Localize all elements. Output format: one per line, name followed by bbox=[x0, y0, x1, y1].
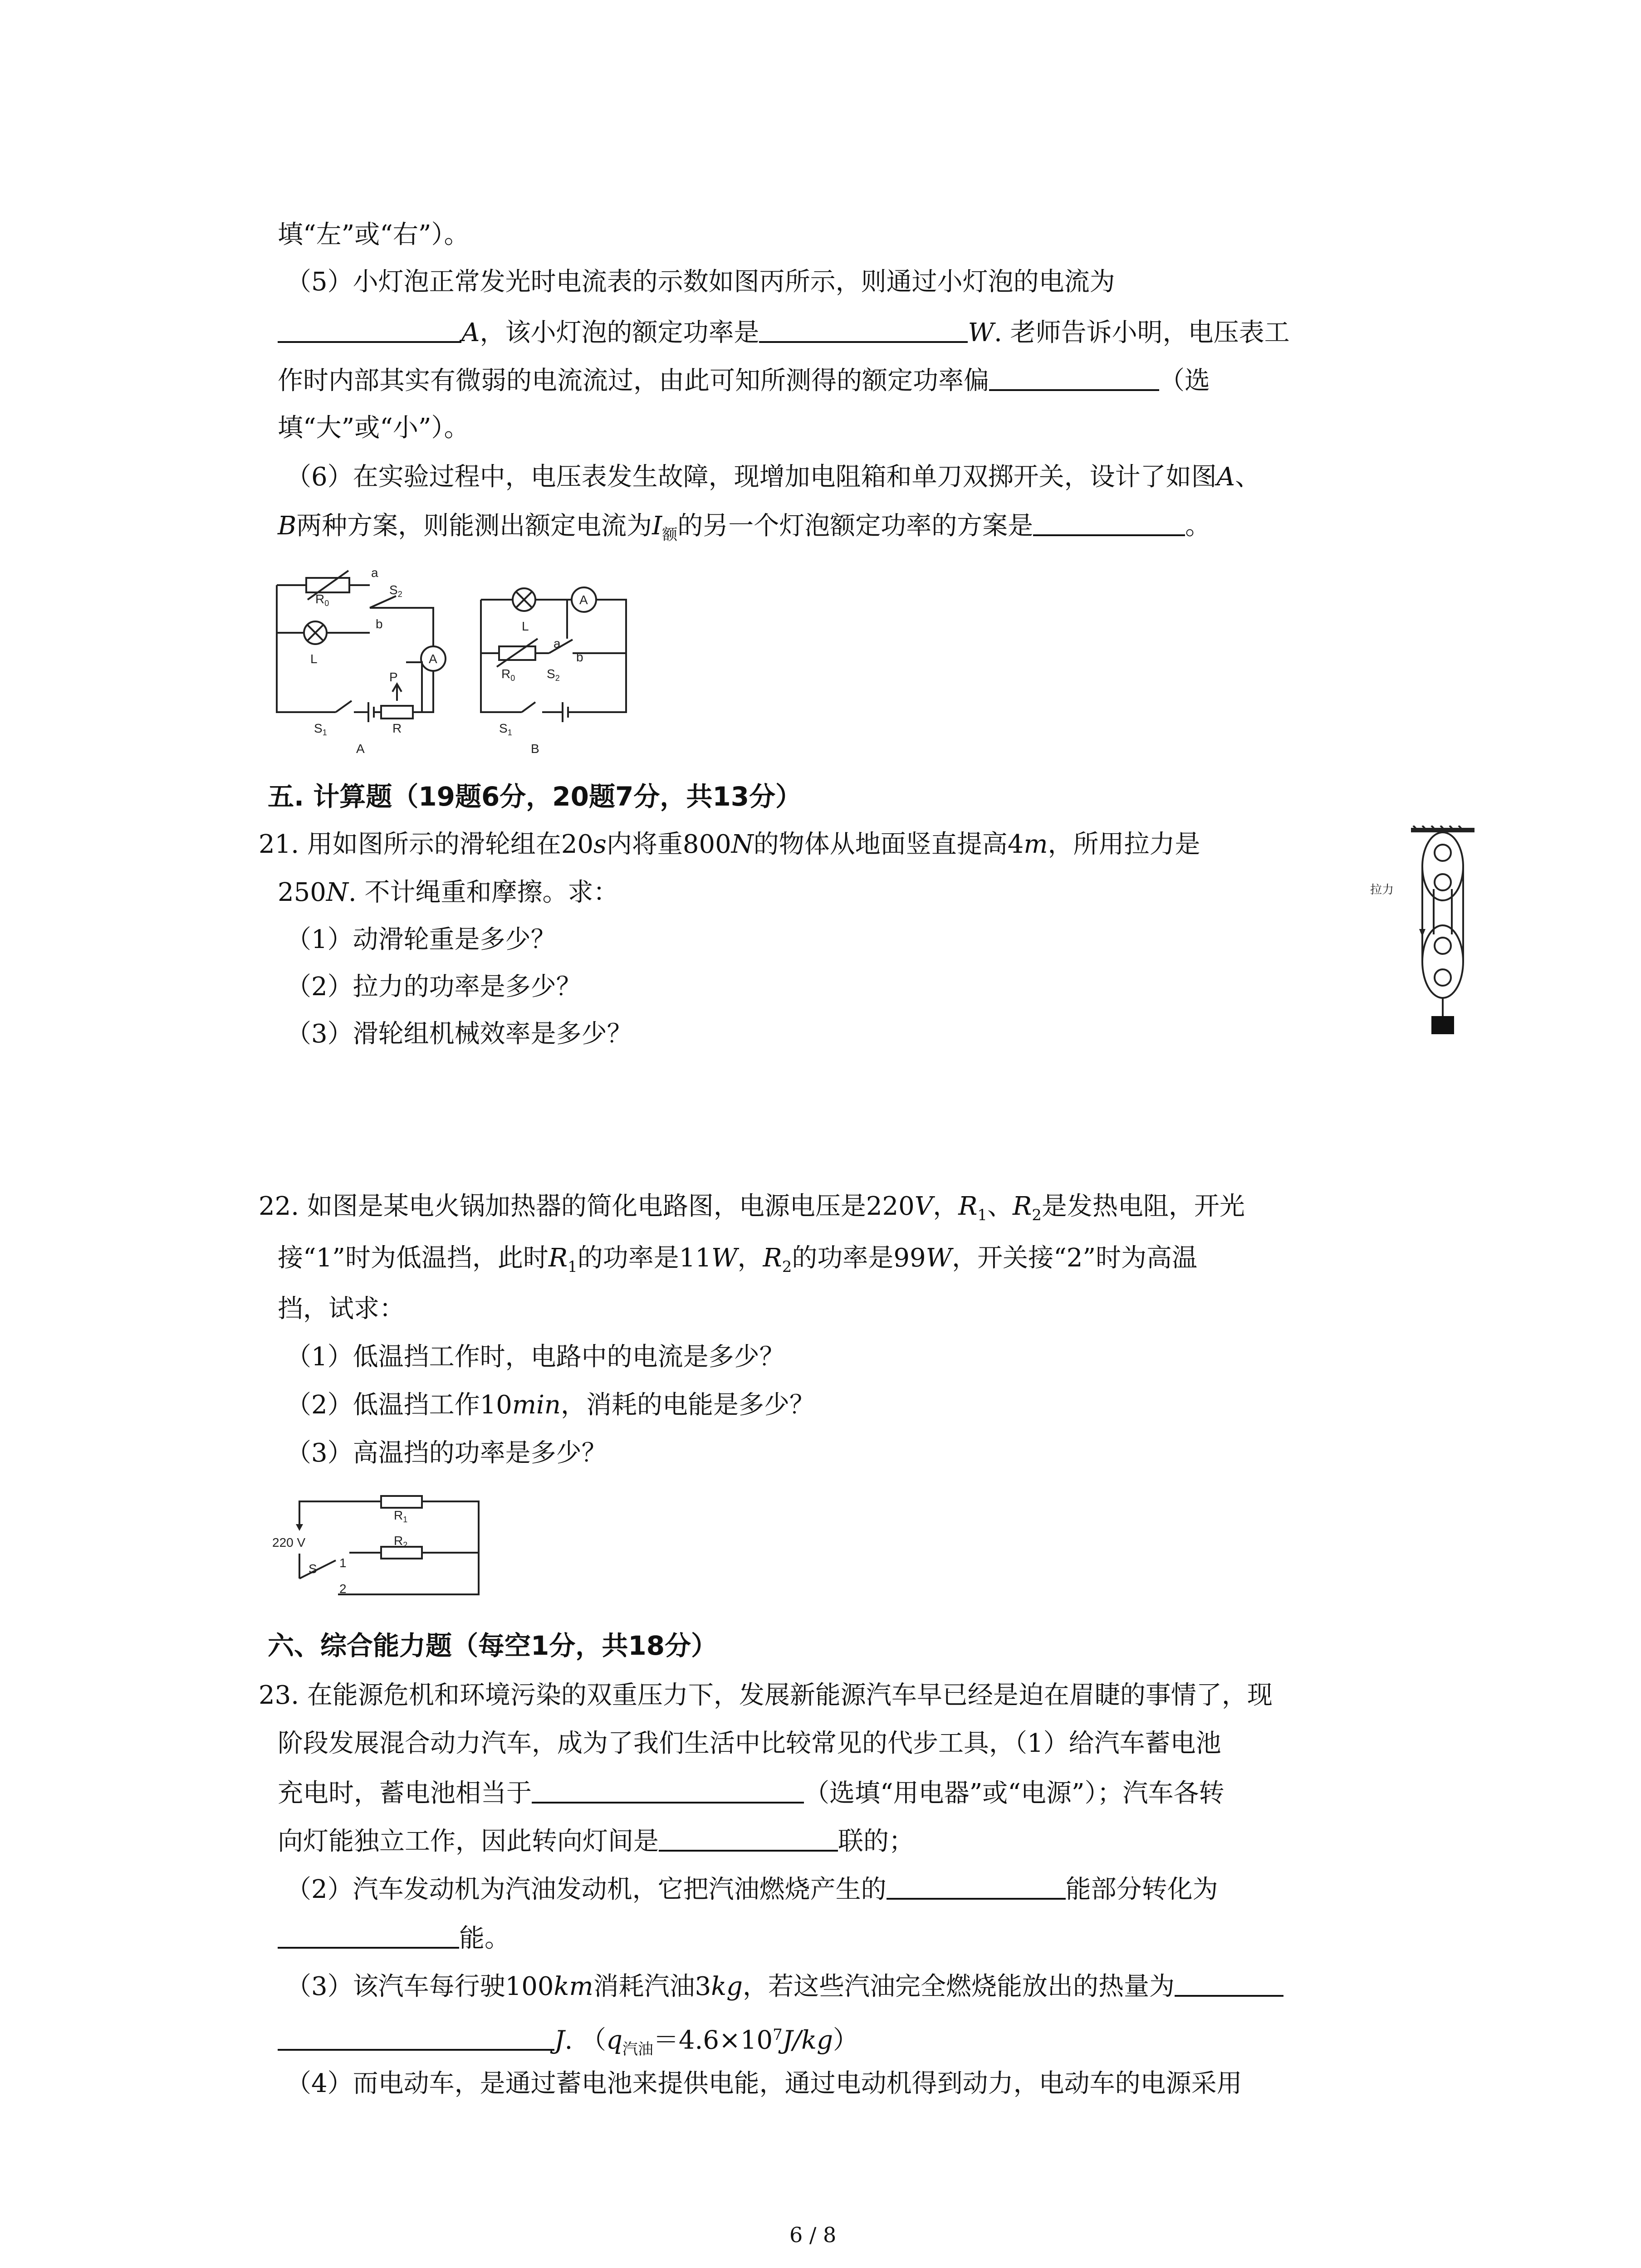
pulley-force-label: 拉力 bbox=[1370, 883, 1394, 896]
fig-a-label-a: a bbox=[371, 566, 378, 580]
fig-a-caption: A bbox=[356, 742, 365, 756]
fig-b-label-b: b bbox=[576, 650, 583, 664]
q23-line-1: 23. 在能源危机和环境污染的双重压力下，发展新能源汽车早已经是迫在眉睫的事情了，现 bbox=[259, 1681, 1273, 1710]
q22-line-3: 挡，试求： bbox=[278, 1294, 405, 1324]
fig-a-rheostat bbox=[381, 706, 413, 719]
q20-part5-line-2: A，该小灯泡的额定功率是 W. 老师告诉小明，电压表工 bbox=[278, 314, 1290, 351]
fig-a-label-s1: $S_1$ bbox=[314, 721, 327, 737]
section-6-title: 六、综合能力题（每空1分，共18分） bbox=[268, 1630, 718, 1661]
q23-part3-line-2: J. $(q_{汽油}=4.6\times 10^7J/kg)$ bbox=[278, 2017, 858, 2068]
fig-b-label-r0: $R_0$ bbox=[501, 667, 515, 683]
heater-label-r1: $R_1$ bbox=[394, 1508, 408, 1524]
q23-part2-line-1: （2）汽车发动机为汽油发动机，它把汽油燃烧产生的 能部分转化为 bbox=[286, 1871, 1218, 1908]
q21-sub-1: （1）动滑轮重是多少？ bbox=[286, 925, 556, 954]
fig-a-label-p: P bbox=[389, 670, 398, 684]
section-5-title: 五. 计算题（19题6分，20题7分，共13分） bbox=[268, 781, 802, 812]
q21-sub-3: （3）滑轮组机械效率是多少？ bbox=[286, 1019, 632, 1049]
q22-sub-3: （3）高温挡的功率是多少？ bbox=[286, 1438, 607, 1468]
q21-line-2: 250N. 不计绳重和摩擦。求： bbox=[278, 878, 619, 907]
q22-line-1: 22. 如图是某电火锅加热器的简化电路图，电源电压是220V，$R_1$、$R_2$是发热电阻，开光 bbox=[259, 1192, 1245, 1225]
heater-resistor-r2 bbox=[381, 1547, 422, 1559]
answer-blank-energy-to[interactable] bbox=[278, 1920, 459, 1949]
answer-blank-current[interactable] bbox=[278, 314, 461, 343]
pulley-figure bbox=[1366, 826, 1502, 1039]
q23-part2-line-2: 能。 bbox=[278, 1920, 510, 1957]
answer-blank-heat-part2[interactable] bbox=[278, 2022, 554, 2051]
answer-blank-heat-part1[interactable] bbox=[1175, 1968, 1283, 1997]
q22-sub-1: （1）低温挡工作时，电路中的电流是多少？ bbox=[286, 1342, 785, 1372]
load-block bbox=[1431, 1016, 1454, 1034]
q20-part5-line-3: 作时内部其实有微弱的电流流过，由此可知所测得的额定功率偏 （选 bbox=[278, 362, 1210, 399]
fig-b-label-ammeter: A bbox=[579, 593, 588, 607]
answer-blank-scheme[interactable] bbox=[1033, 507, 1185, 536]
movable-pulley bbox=[1422, 925, 1463, 998]
q20-part5-line-1: （5）小灯泡正常发光时电流表的示数如图丙所示，则通过小灯泡的电流为 bbox=[286, 267, 1115, 297]
fig-a-label-s2: $S_2$ bbox=[389, 583, 402, 599]
fig-b-label-s1: $S_1$ bbox=[499, 721, 512, 737]
heater-label-contact-1: 1 bbox=[339, 1556, 347, 1570]
answer-blank-rated-power[interactable] bbox=[759, 314, 968, 343]
circuit-figures bbox=[268, 558, 649, 758]
answer-blank-bias[interactable] bbox=[989, 362, 1159, 391]
heater-label-switch: S bbox=[309, 1562, 317, 1576]
q23-line-4: 向灯能独立工作，因此转向灯间是 联的； bbox=[278, 1823, 914, 1860]
q23-line-3: 充电时，蓄电池相当于 （选填“用电器”或“电源”）；汽车各转 bbox=[278, 1774, 1225, 1812]
fig-a-switch-s1 bbox=[336, 701, 352, 712]
q20-line-1: 填“左”或“右”）。 bbox=[278, 220, 470, 249]
fig-a-label-ammeter: A bbox=[429, 652, 437, 666]
heater-circuit-svg bbox=[272, 1488, 490, 1606]
heater-label-voltage: 220 V bbox=[272, 1535, 306, 1549]
fig-b-label-a: a bbox=[554, 636, 561, 650]
answer-blank-energy-from[interactable] bbox=[887, 1871, 1066, 1900]
fig-a-label-b: b bbox=[376, 617, 383, 631]
fig-b-caption: B bbox=[531, 742, 539, 756]
heater-circuit-figure bbox=[272, 1488, 490, 1606]
heater-label-contact-2: 2 bbox=[339, 1582, 347, 1596]
answer-blank-battery-role[interactable] bbox=[532, 1774, 804, 1804]
fig-b-switch-s1 bbox=[522, 702, 535, 712]
q23-part3-line-1: （3）该汽车每行驶100km消耗汽油3kg，若这些汽油完全燃烧能放出的热量为 bbox=[286, 1968, 1283, 2005]
circuit-figures-svg bbox=[268, 558, 649, 758]
page-number: 6 / 8 bbox=[789, 2223, 837, 2247]
heater-label-r2: $R_2$ bbox=[394, 1534, 408, 1549]
fig-b-label-s2: $S_2$ bbox=[547, 667, 560, 683]
fig-a-switch-s2 bbox=[370, 596, 396, 608]
q22-sub-2: （2）低温挡工作10min，消耗的电能是多少？ bbox=[286, 1390, 815, 1420]
fig-b-label-lamp: L bbox=[522, 619, 529, 633]
q20-part5-line-4: 填“大”或“小”）。 bbox=[278, 413, 470, 443]
heater-switch bbox=[299, 1560, 336, 1579]
q21-sub-2: （2）拉力的功率是多少？ bbox=[286, 972, 582, 1002]
q20-part6-line-1: （6）在实验过程中，电压表发生故障，现增加电阻箱和单刀双掷开关，设计了如图A、 bbox=[286, 462, 1261, 492]
q23-line-2: 阶段发展混合动力汽车，成为了我们生活中比较常见的代步工具，（1）给汽车蓄电池 bbox=[278, 1729, 1221, 1758]
q22-line-2: 接“1”时为低温挡，此时$R_1$的功率是11W，$R_2$的功率是99W，开关接“2”时为高温 bbox=[278, 1243, 1198, 1276]
answer-blank-connection[interactable] bbox=[659, 1823, 838, 1852]
fig-b-switch-s2 bbox=[549, 640, 573, 653]
fig-a-label-r0: $R_0$ bbox=[315, 592, 329, 608]
pulley-svg bbox=[1366, 826, 1502, 1039]
q21-line-1: 21. 用如图所示的滑轮组在20s内将重800N的物体从地面竖直提高4m，所用拉力是 bbox=[259, 830, 1200, 859]
q20-part6-line-2: B两种方案，则能测出额定电流为$I_额$的另一个灯泡额定功率的方案是 。 bbox=[278, 507, 1210, 553]
heater-resistor-r1 bbox=[381, 1496, 422, 1508]
q23-part4-line-1: （4）而电动车，是通过蓄电池来提供电能，通过电动机得到动力，电动车的电源采用 bbox=[286, 2069, 1242, 2098]
fig-a-label-r: R bbox=[392, 721, 402, 735]
fig-a-label-lamp: L bbox=[310, 652, 318, 666]
